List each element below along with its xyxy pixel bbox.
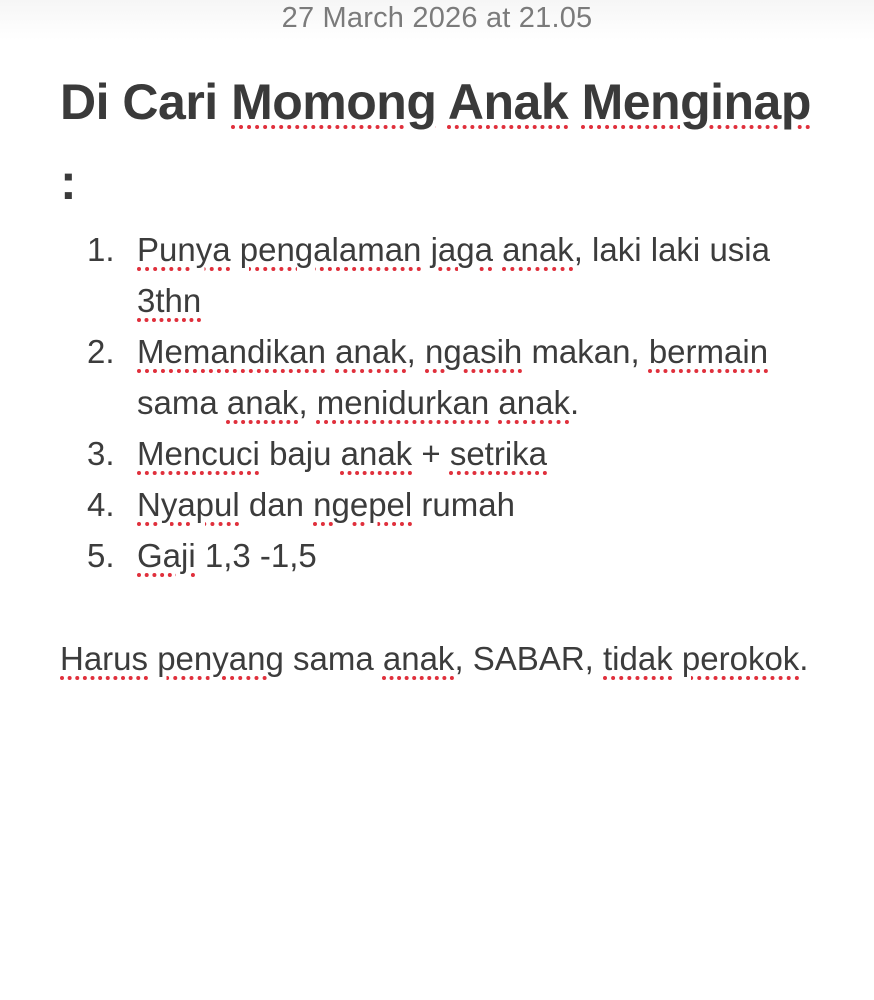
list-item[interactable]	[60, 530, 840, 581]
misspelled-word: Anak	[447, 74, 569, 130]
list-item-number: 1.	[87, 231, 115, 268]
misspelled-word: Momong	[231, 74, 437, 130]
list-item-number: 3.	[87, 435, 115, 472]
misspelled-word: Harus	[60, 640, 149, 677]
misspelled-word: perokok	[681, 640, 800, 677]
word: laki	[650, 231, 701, 268]
list-item-text	[137, 435, 547, 472]
list-item-text	[137, 537, 317, 574]
misspelled-word: tidak	[603, 640, 673, 677]
word: sama	[137, 384, 218, 421]
note-body[interactable]	[60, 62, 840, 684]
misspelled-word: bermain	[648, 333, 769, 370]
word: usia	[709, 231, 770, 268]
task-list[interactable]	[60, 224, 840, 581]
word: sama	[293, 640, 374, 677]
misspelled-word: anak	[340, 435, 413, 472]
misspelled-word: Memandikan	[137, 333, 326, 370]
misspelled-word: jaga	[430, 231, 493, 268]
misspelled-word: Gaji	[137, 537, 196, 574]
note-timestamp: 27 March 2026 at 21.05	[281, 2, 593, 34]
list-item-text: Memandikan anak, ngasih makan, bermain sama anak, menidurkan anak.	[137, 333, 769, 421]
list-item[interactable]	[60, 326, 840, 428]
word: 1,3	[204, 537, 251, 574]
note-footer-text[interactable]: Harus penyang sama anak, SABAR, tidak perokok.	[60, 640, 809, 677]
misspelled-word: pengalaman	[239, 231, 422, 268]
list-item-number: 5.	[87, 537, 115, 574]
misspelled-word: Menginap	[581, 74, 811, 130]
misspelled-word: Mencuci	[137, 435, 260, 472]
list-item-text	[137, 486, 515, 523]
misspelled-word: setrika	[449, 435, 548, 472]
list-item-text: Punya pengalaman jaga anak, laki laki usia 3thn	[137, 231, 770, 319]
list-item-number: 2.	[87, 333, 115, 370]
top-bar	[0, 0, 874, 40]
misspelled-word: anak	[226, 384, 299, 421]
word: Di	[60, 74, 109, 130]
misspelled-word: anak	[382, 640, 455, 677]
misspelled-word: anak	[498, 384, 570, 421]
word: -1,5	[259, 537, 317, 574]
word: +	[421, 435, 441, 472]
word: makan,	[531, 333, 640, 370]
word: baju	[269, 435, 332, 472]
word: laki	[592, 231, 642, 268]
word: SABAR,	[472, 640, 594, 677]
word: Cari	[122, 74, 218, 130]
misspelled-word: Punya	[137, 231, 231, 268]
misspelled-word: anak	[335, 333, 407, 370]
misspelled-word: menidurkan	[316, 384, 490, 421]
list-item[interactable]	[60, 428, 840, 479]
misspelled-word: penyang	[157, 640, 284, 677]
word: :	[60, 154, 77, 210]
list-item[interactable]	[60, 224, 840, 326]
misspelled-word: 3thn	[137, 282, 202, 319]
note-title[interactable]	[60, 62, 840, 222]
word: dan	[248, 486, 304, 523]
misspelled-word: ngasih	[425, 333, 523, 370]
list-item-number: 4.	[87, 486, 115, 523]
list-item[interactable]	[60, 479, 840, 530]
word: rumah	[421, 486, 515, 523]
misspelled-word: Nyapul	[137, 486, 240, 523]
misspelled-word: anak	[502, 231, 574, 268]
misspelled-word: ngepel	[313, 486, 413, 523]
